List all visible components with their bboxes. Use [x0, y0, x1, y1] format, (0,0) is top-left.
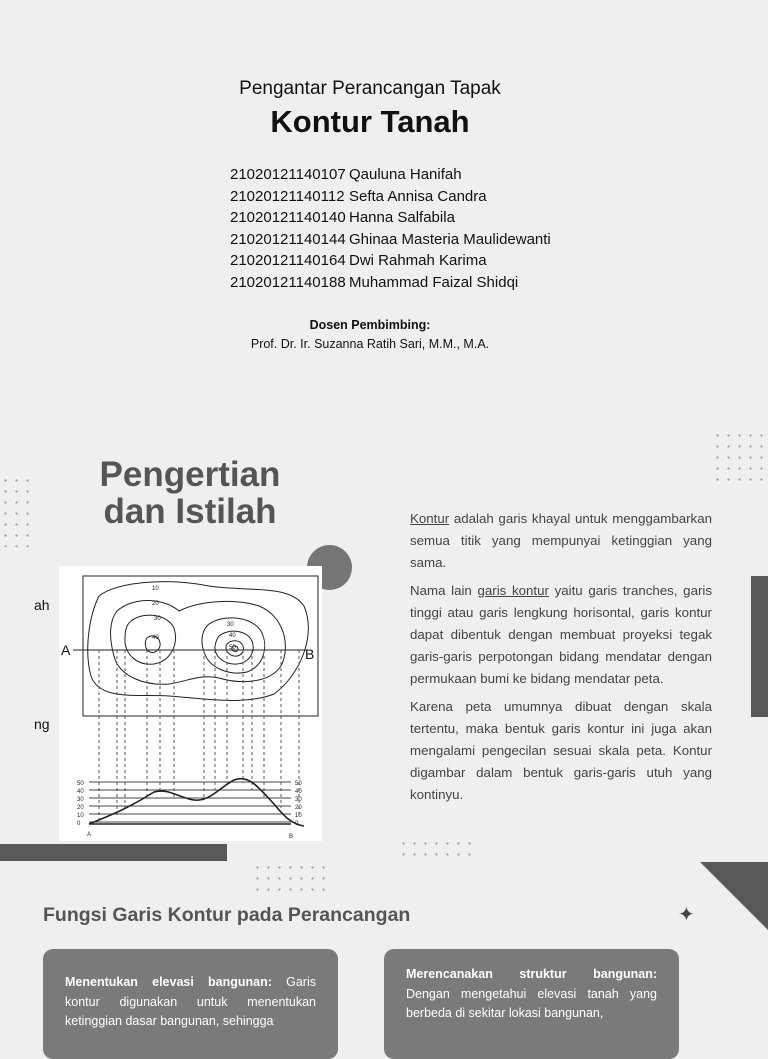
member-name: Sefta Annisa Candra	[349, 187, 487, 205]
functions-title: Fungsi Garis Kontur pada Perancangan	[43, 904, 411, 926]
paragraph	[410, 508, 712, 574]
member-name: Qauluna Hanifah	[349, 166, 462, 183]
member-nim: 21020121140188	[230, 273, 346, 291]
term-garis-kontur: garis kontur	[477, 583, 549, 598]
dot-pattern-middle	[398, 838, 474, 860]
figure-point-a: A	[61, 642, 71, 658]
contour-line	[111, 600, 286, 684]
side-bar-decoration	[751, 576, 768, 717]
supervisor-name: Prof. Dr. Ir. Suzanna Ratih Sari, M.M., M.A.	[250, 337, 490, 351]
profile-point-b: B	[289, 834, 294, 840]
member-nim: 21020121140112	[230, 187, 345, 205]
profile-tick: 10	[295, 813, 302, 819]
member-row	[230, 207, 551, 229]
profile-tick: 20	[77, 805, 84, 811]
member-row	[230, 229, 551, 251]
paragraph	[410, 580, 712, 690]
profile-tick: 30	[295, 797, 302, 803]
section-title-line: dan Istilah	[103, 492, 277, 531]
section-title	[84, 456, 296, 530]
profile-tick: 50	[77, 781, 84, 787]
member-name: Muhammad Faizal Shidqi	[349, 273, 519, 291]
member-list	[230, 164, 551, 294]
contour-label: 30	[227, 622, 234, 628]
page-title: Kontur Tanah	[270, 104, 470, 139]
profile-tick: 0	[77, 821, 81, 827]
member-name: Dwi Rahmah Karima	[349, 252, 487, 270]
function-card	[384, 949, 679, 1059]
profile-curve	[89, 779, 304, 826]
paragraph-text: yaitu garis tranches, garis tinggi atau garis lengkung horisontal, garis kontur dapat dibentuk dengan membuat proyeksi tegak garis-garis perpotongan bidang mendatar dengan permukaan bumi ke bidang mendatar peta.	[410, 583, 712, 686]
card-heading: Menentukan elevasi bangunan:	[65, 975, 272, 989]
dot-pattern-top-right	[712, 430, 768, 482]
profile-grid	[89, 782, 291, 822]
paragraph-text: Nama lain	[410, 583, 478, 598]
map-frame	[83, 576, 318, 716]
figure-point-b: B	[305, 646, 315, 662]
contour-diagram	[59, 566, 322, 841]
contour-label: 20	[152, 601, 159, 607]
profile-tick: 50	[295, 781, 302, 787]
member-row	[230, 272, 551, 294]
paragraph: Karena peta umumnya dibuat dengan skala tertentu, maka bentuk garis kontur ini juga akan mengalami pengecilan sesuai skala peta. Kontur digambar dalam bentuk garis-garis utuh yang kontinyu.	[410, 699, 712, 802]
profile-tick: 10	[77, 813, 84, 819]
profile-tick: 40	[77, 789, 84, 795]
term-kontur: Kontur	[410, 511, 450, 526]
paragraph-text: adalah garis khayal untuk menggambarkan semua titik yang mempunyai ketinggian yang sama.	[410, 511, 712, 570]
member-row	[230, 164, 551, 186]
contour-figure	[59, 566, 322, 841]
member-name: Hanna Salfabila	[349, 209, 455, 227]
card-text: Dengan mengetahui elevasi tanah yang berbeda di sekitar lokasi bangunan,	[406, 986, 657, 1020]
member-nim: 21020121140107	[230, 166, 346, 183]
contour-label: 40	[229, 633, 236, 639]
member-nim: 21020121140164	[230, 252, 346, 270]
member-nim: 21020121140144	[230, 230, 346, 248]
supervisor-label: Dosen Pembimbing:	[309, 318, 431, 332]
function-card	[43, 949, 338, 1059]
bottom-bar-decoration	[0, 844, 227, 861]
contour-label: 40	[152, 635, 159, 641]
dot-pattern-left	[0, 475, 32, 547]
member-nim: 21020121140140	[230, 209, 346, 227]
figure-side-label: ah	[34, 597, 50, 613]
definition-text	[410, 508, 712, 812]
card-heading: Merencanakan struktur bangunan:	[406, 967, 657, 981]
dot-pattern-lower	[252, 862, 330, 892]
profile-tick: 30	[77, 797, 84, 803]
contour-line	[125, 615, 176, 664]
profile-tick: 20	[295, 805, 302, 811]
corner-triangle-decoration	[700, 862, 768, 930]
profile-point-a: A	[87, 832, 92, 838]
figure-side-label: ng	[34, 716, 50, 732]
contour-label: 30	[154, 616, 161, 622]
card-text: Garis kontur digunakan untuk menentukan ketinggian dasar bangunan, sehingga	[65, 975, 316, 1028]
profile-tick: 0	[295, 821, 299, 827]
member-name: Ghinaa Masteria Maulidewanti	[349, 230, 551, 248]
member-row	[230, 250, 551, 272]
subtitle: Pengantar Perancangan Tapak	[239, 78, 501, 99]
contour-label: 50	[229, 645, 236, 651]
contour-label: 10	[152, 586, 159, 592]
contour-line	[88, 582, 309, 701]
member-row	[230, 186, 551, 208]
section-title-line: Pengertian	[99, 455, 281, 494]
profile-tick: 40	[295, 789, 302, 795]
sparkle-icon: ✦	[678, 904, 695, 926]
